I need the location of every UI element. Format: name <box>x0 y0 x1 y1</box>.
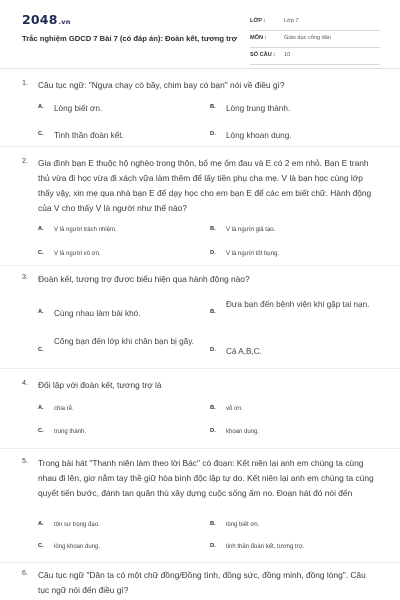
site-logo[interactable] <box>22 12 71 27</box>
option-a[interactable]: tôn sư trọng đạo. <box>54 522 100 528</box>
question-text: Câu tục ngữ: "Ngựa chạy có bầy, chim bay có bạn" nói về điều gì? <box>38 80 285 90</box>
question-text: Đoàn kết, tương trợ được biểu hiện qua hành động nào? <box>38 274 250 284</box>
quiz-meta <box>250 14 380 65</box>
question-separator <box>0 146 400 147</box>
question-number: 2. <box>22 156 28 165</box>
question-separator <box>0 265 400 266</box>
meta-row-subject <box>250 31 380 48</box>
option-c[interactable]: trung thành. <box>54 429 87 435</box>
meta-row-count <box>250 48 380 65</box>
meta-key: SỐ CÂU : <box>250 52 276 58</box>
meta-value: Giáo dục công dân <box>284 35 331 41</box>
question-text: Câu tục ngữ "Dân ta có một chữ đồng/Đồng tình, đồng sức, đồng minh, đồng lòng". Câu tục ngữ nói đến điều gì? <box>38 570 366 595</box>
option-letter: A. <box>38 104 44 110</box>
option-a[interactable]: V là người trách nhiệm. <box>54 227 117 233</box>
option-d[interactable]: khoan dung. <box>226 429 260 435</box>
option-c[interactable]: V là người vô ơn. <box>54 251 101 257</box>
question-text: Gia đình bạn E thuộc hộ nghèo trong thôn, bố mẹ ốm đau và E có 2 em nhỏ. Bạn E tranh thủ vừa đi học vừa đi xách vữa làm thêm để lấy tiền phụ cha mẹ. V là bạn học cùng lớp thấy vậy, xin mẹ qua nhà bạn E để dạy học cho em bạn E để các em biết chữ. Hành động của V cho thấy V là người như thế nào? <box>38 158 372 213</box>
question-number: 5. <box>22 456 28 465</box>
question-number: 1. <box>22 78 28 87</box>
option-letter: A. <box>38 405 44 411</box>
option-letter: B. <box>210 104 216 110</box>
option-letter: C. <box>38 543 44 549</box>
meta-row-class <box>250 14 380 31</box>
meta-key: MÔN : <box>250 35 267 41</box>
question-number: 6. <box>22 568 28 577</box>
logo-tld: .vn <box>58 18 71 26</box>
question-number: 3. <box>22 272 28 281</box>
option-c[interactable]: Tinh thần đoàn kết. <box>54 131 124 140</box>
option-c[interactable]: lòng khoan dung. <box>54 544 101 550</box>
option-d[interactable]: tinh thần đoàn kết, tương trợ. <box>226 544 305 550</box>
question-number: 4. <box>22 378 28 387</box>
option-a[interactable]: Cùng nhau làm bài khó. <box>54 309 141 318</box>
option-b[interactable]: vô ơn. <box>226 406 243 412</box>
option-letter: A. <box>38 521 44 527</box>
option-b[interactable]: lòng biết ơn. <box>226 522 260 528</box>
option-letter: C. <box>38 347 44 353</box>
option-letter: B. <box>210 226 216 232</box>
question-separator <box>0 448 400 449</box>
option-letter: A. <box>38 309 44 315</box>
option-b[interactable]: Đưa bạn đến bệnh viện khi gặp tai nạn. <box>226 300 370 309</box>
question-text: Trong bài hát "Thanh niên làm theo lời Bác" có đoạn: Kết niên lại anh em chúng ta cùng nhau đi lên, giơ nắm tay thề giữ hòa bình độc lập tự do. Kết niên lại anh em chúng ta cùng quyết tiến bước, đánh tan quân thù xây dựng cuộc sống ấm no. Đoạn hát đó nói đến <box>38 458 374 498</box>
option-d[interactable]: Cả A,B,C. <box>226 347 262 356</box>
option-letter: D. <box>210 543 216 549</box>
header-divider <box>0 68 400 69</box>
option-letter: D. <box>210 131 216 137</box>
option-b[interactable]: Lòng trung thành. <box>226 104 291 113</box>
option-letter: D. <box>210 250 216 256</box>
option-letter: B. <box>210 309 216 315</box>
option-b[interactable]: V là người giả tạo. <box>226 227 276 233</box>
question-separator <box>0 562 400 563</box>
option-letter: C. <box>38 250 44 256</box>
page-header <box>0 0 400 66</box>
option-a[interactable]: Lòng biết ơn. <box>54 104 103 113</box>
logo-text: 2048 <box>22 12 58 27</box>
option-letter: B. <box>210 405 216 411</box>
quiz-title: Trắc nghiệm GDCD 7 Bài 7 (có đáp án): Đoàn kết, tương trợ <box>22 34 238 43</box>
option-letter: A. <box>38 226 44 232</box>
question-text: Đối lập với đoàn kết, tương trợ là <box>38 380 162 390</box>
option-c[interactable]: Cõng bạn đến lớp khi chân bạn bị gãy. <box>54 337 194 346</box>
option-letter: C. <box>38 131 44 137</box>
option-letter: C. <box>38 428 44 434</box>
option-letter: D. <box>210 347 216 353</box>
meta-value: Lớp 7 <box>284 18 299 24</box>
option-d[interactable]: Lòng khoan dung. <box>226 131 292 140</box>
option-letter: B. <box>210 521 216 527</box>
option-d[interactable]: V là người tốt bụng. <box>226 251 279 257</box>
meta-value: 10 <box>284 52 291 58</box>
option-a[interactable]: chia rẽ. <box>54 406 74 412</box>
question-separator <box>0 368 400 369</box>
option-letter: D. <box>210 428 216 434</box>
meta-key: LỚP : <box>250 18 266 24</box>
